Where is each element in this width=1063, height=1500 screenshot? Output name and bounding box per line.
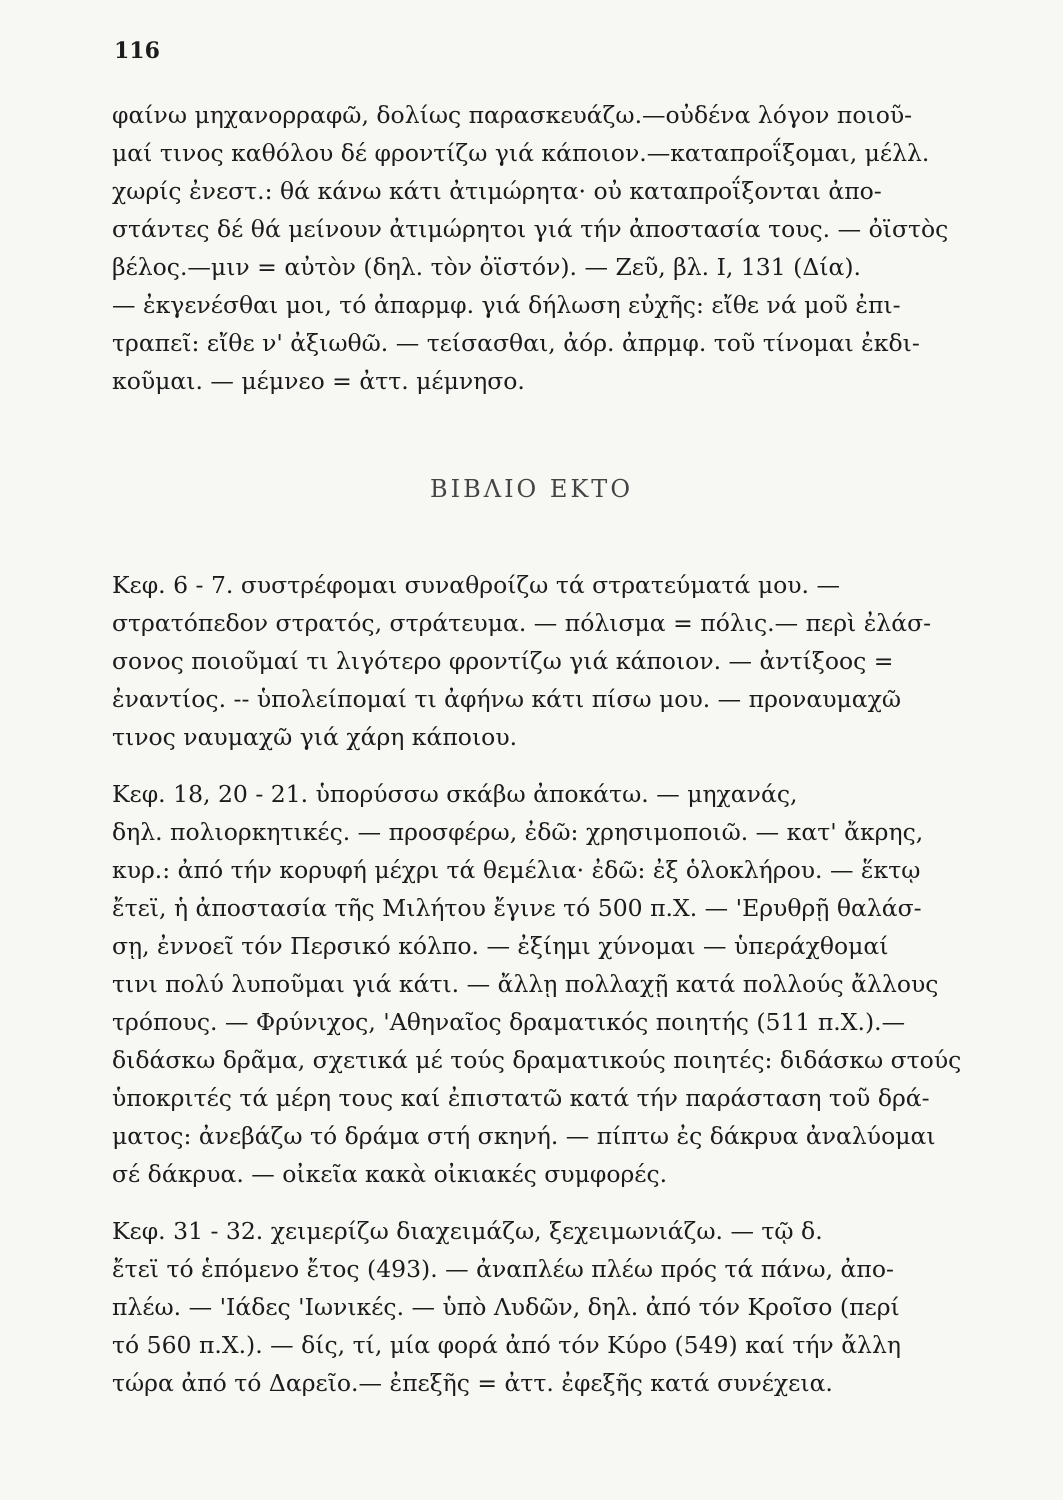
- text-line: Κεφ. 6 - 7. συστρέφομαι συναθροίζω τά στρατεύματά μου. —: [112, 571, 840, 599]
- section-heading: ΒΙΒΛΙΟ ΕΚΤΟ: [429, 475, 633, 503]
- text-line: τραπεῖ: εἴθε ν' ἀξιωθῶ. — τείσασθαι, ἀόρ. ἀπρμφ. τοῦ τίνομαι ἐκδι-: [112, 329, 920, 357]
- text-line: Κεφ. 31 - 32. χειμερίζω διαχειμάζω, ξεχειμωνιάζω. — τῷ δ.: [112, 1217, 823, 1245]
- text-line: κοῦμαι. — μέμνεο = ἀττ. μέμνησο.: [112, 367, 525, 395]
- text-line: τινος ναυμαχῶ γιά χάρη κάποιου.: [112, 723, 518, 751]
- text-line: σονος ποιοῦμαί τι λιγότερο φροντίζω γιά κάποιον. — ἀντίξοος =: [112, 647, 894, 675]
- text-line: Κεφ. 18, 20 - 21. ὑπορύσσω σκάβω ἀποκάτω. — μηχανάς,: [112, 780, 798, 808]
- text-line: δηλ. πολιορκητικές. — προσφέρω, ἐδῶ: χρησιμοποιῶ. — κατ' ἄκρης,: [112, 818, 924, 846]
- text-line: μαί τινος καθόλου δέ φροντίζω γιά κάποιον.—καταπροΐξομαι, μέλλ.: [112, 139, 930, 167]
- text-line: ἐναντίος. -- ὑπολείπομαί τι ἀφήνω κάτι πίσω μου. — προναυμαχῶ: [112, 685, 902, 713]
- text-line: τινι πολύ λυποῦμαι γιά κάτι. — ἄλλῃ πολλαχῇ κατά πολλούς ἄλλους: [112, 970, 939, 998]
- text-line: ἔτεϊ τό ἑπόμενο ἔτος (493). — ἀναπλέω πλέω πρός τά πάνω, ἀπο-: [112, 1255, 894, 1283]
- paragraph-commentary-end: [112, 96, 986, 400]
- page-number: 116: [114, 38, 160, 64]
- text-line: πλέω. — 'Ιάδες 'Ιωνικές. — ὑπὸ Λυδῶν, δηλ. ἀπό τόν Κροῖσο (περί: [112, 1293, 900, 1321]
- text-line: στάντες δέ θά μείνουν ἀτιμώρητοι γιά τήν ἀποστασία τους. — ὀϊστὸς: [112, 215, 949, 243]
- text-line: φαίνω μηχανορραφῶ, δολίως παρασκευάζω.—οὐδένα λόγον ποιοῦ-: [112, 101, 913, 129]
- paragraph-chapter-31-32: [112, 1212, 986, 1402]
- text-line: βέλος.—μιν = αὐτὸν (δηλ. τὸν ὀϊστόν). — Ζεῦ, βλ. Ι, 131 (Δία).: [112, 253, 862, 281]
- paragraph-chapter-6-7: [112, 566, 986, 756]
- text-line: — ἐκγενέσθαι μοι, τό ἀπαρμφ. γιά δήλωση εὐχῆς: εἴθε νά μοῦ ἐπι-: [112, 291, 901, 319]
- text-line: τώρα ἀπό τό Δαρεῖο.— ἐπεξῆς = ἀττ. ἐφεξῆς κατά συνέχεια.: [112, 1369, 833, 1397]
- text-line: ἔτεϊ, ἡ ἀποστασία τῆς Μιλήτου ἔγινε τό 500 π.Χ. — 'Ερυθρῇ θαλάσ-: [112, 894, 922, 922]
- text-line: διδάσκω δρᾶμα, σχετικά μέ τούς δραματικούς ποιητές: διδάσκω στούς: [112, 1046, 962, 1074]
- text-line: ματος: ἀνεβάζω τό δράμα στή σκηνή. — πίπτω ἐς δάκρυα ἀναλύομαι: [112, 1122, 936, 1150]
- text-line: κυρ.: ἀπό τήν κορυφή μέχρι τά θεμέλια· ἐδῶ: ἐξ ὁλοκλήρου. — ἕκτῳ: [112, 856, 921, 884]
- text-line: σέ δάκρυα. — οἰκεῖα κακὰ οἰκιακές συμφορές.: [112, 1160, 668, 1188]
- text-line: στρατόπεδον στρατός, στράτευμα. — πόλισμα = πόλις.— περὶ ἐλάσ-: [112, 609, 932, 637]
- text-line: σῃ, ἐννοεῖ τόν Περσικό κόλπο. — ἐξίημι χύνομαι — ὑπεράχθομαί: [112, 932, 889, 960]
- paragraph-chapter-18-21: [112, 775, 986, 1193]
- text-line: ὑποκριτές τά μέρη τους καί ἐπιστατῶ κατά τήν παράσταση τοῦ δρά-: [112, 1084, 930, 1112]
- text-line: τό 560 π.Χ.). — δίς, τί, μία φορά ἀπό τόν Κύρο (549) καί τήν ἄλλη: [112, 1331, 901, 1359]
- text-line: χωρίς ἐνεστ.: θά κάνω κάτι ἀτιμώρητα· οὐ καταπροΐξονται ἀπο-: [112, 177, 882, 205]
- text-line: τρόπους. — Φρύνιχος, 'Αθηναῖος δραματικός ποιητής (511 π.Χ.).—: [112, 1008, 906, 1036]
